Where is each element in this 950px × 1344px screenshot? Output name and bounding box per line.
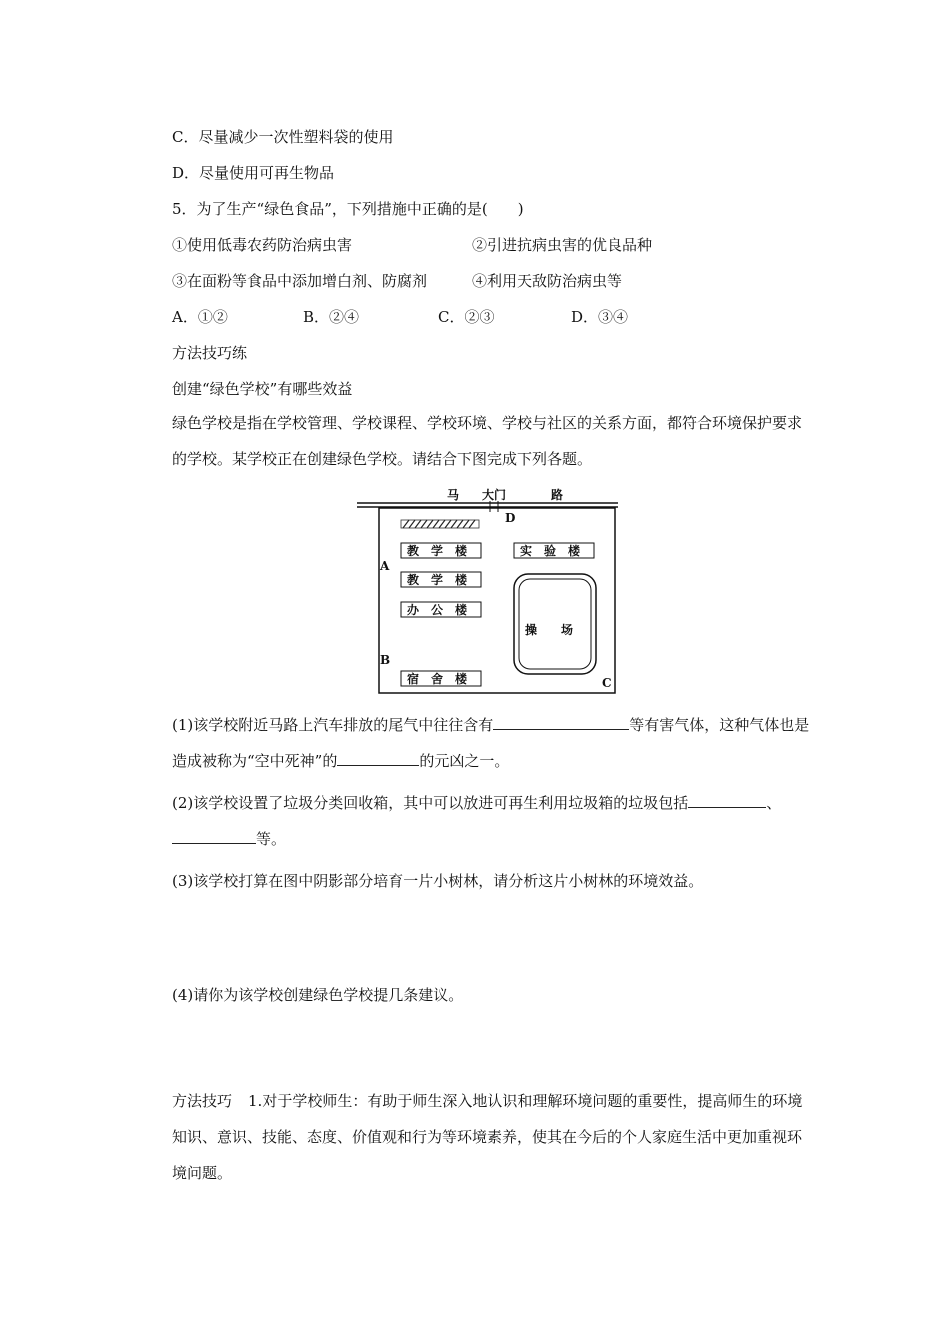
q1-text-b: 等有害气体，这种气体也是造成被称为“空中死神”的 <box>172 716 810 770</box>
label-c: C <box>602 676 612 690</box>
building-teaching-2: 教 学 楼 <box>407 573 468 587</box>
tips-paragraph <box>172 1083 812 1191</box>
topic-title: 创建“绿色学校”有哪些效益 <box>172 380 353 398</box>
question-3: (3)该学校打算在图中阴影部分培育一片小树林，请分析这片小树林的环境效益。 <box>172 872 704 890</box>
q5-statement-2: ②引进抗病虫害的优良品种 <box>472 236 653 254</box>
school-map <box>355 484 620 696</box>
gate-label: 大门 <box>482 488 507 502</box>
question-4: (4)请你为该学校创建绿色学校提几条建议。 <box>172 986 464 1004</box>
option-c: C．尽量减少一次性塑料袋的使用 <box>172 128 394 146</box>
intro-paragraph: 绿色学校是指在学校管理、学校课程、学校环境、学校与社区的关系方面，都符合环境保护要求的学校。某学校正在创建绿色学校。请结合下图完成下列各题。 <box>172 414 803 468</box>
question-1 <box>172 707 812 779</box>
q2-blank-2[interactable] <box>172 827 256 844</box>
building-office: 办 公 楼 <box>407 603 468 617</box>
road-label-lu: 路 <box>551 488 564 502</box>
label-b: B <box>380 653 391 667</box>
q5-choice-a: A．①② <box>172 308 228 326</box>
q1-blank-1[interactable] <box>493 713 629 730</box>
q2-text-a: (2)该学校设置了垃圾分类回收箱，其中可以放进可再生利用垃圾箱的垃圾包括 <box>172 794 689 812</box>
tips-label: 方法技巧 <box>172 1092 233 1110</box>
q1-blank-2[interactable] <box>337 749 419 766</box>
question-2 <box>172 785 812 857</box>
q5-statement-4: ④利用天敌防治病虫等 <box>472 272 623 290</box>
label-a: A <box>380 559 390 573</box>
label-d: D <box>505 511 516 525</box>
q2-blank-1a[interactable] <box>688 791 744 808</box>
building-teaching-1: 教 学 楼 <box>407 544 468 558</box>
option-d: D．尽量使用可再生物品 <box>172 164 335 182</box>
q5-choice-b: B．②④ <box>303 308 360 326</box>
q1-text-a: (1)该学校附近马路上汽车排放的尾气中往往含有 <box>172 716 494 734</box>
playground: 操 场 <box>525 623 574 637</box>
q1-text-c: 的元凶之一。 <box>419 752 510 770</box>
tips-text: 1.对于学校师生：有助于师生深入地认识和理解环境问题的重要性，提高师生的环境知识、意识、技能、态度、价值观和行为等环境素养，使其在今后的个人家庭生活中更加重视环境问题。 <box>172 1092 803 1182</box>
q2-blank-1b[interactable] <box>744 791 766 808</box>
q5-statement-1: ①使用低毒农药防治病虫害 <box>172 236 353 254</box>
q5-choice-c: C．②③ <box>438 308 495 326</box>
building-lab: 实 验 楼 <box>520 544 581 558</box>
question-5-stem: 5．为了生产“绿色食品”，下列措施中正确的是( ) <box>172 200 524 218</box>
q5-statement-3: ③在面粉等食品中添加增白剂、防腐剂 <box>172 272 428 290</box>
building-dormitory: 宿 舍 楼 <box>407 672 468 686</box>
section-title: 方法技巧练 <box>172 344 248 362</box>
road-label-ma: 马 <box>447 488 460 502</box>
q2-text-c: 等。 <box>256 830 287 848</box>
shaded-woodland-area <box>401 520 479 528</box>
q5-choice-d: D．③④ <box>571 308 629 326</box>
q2-text-b: 、 <box>766 794 782 812</box>
